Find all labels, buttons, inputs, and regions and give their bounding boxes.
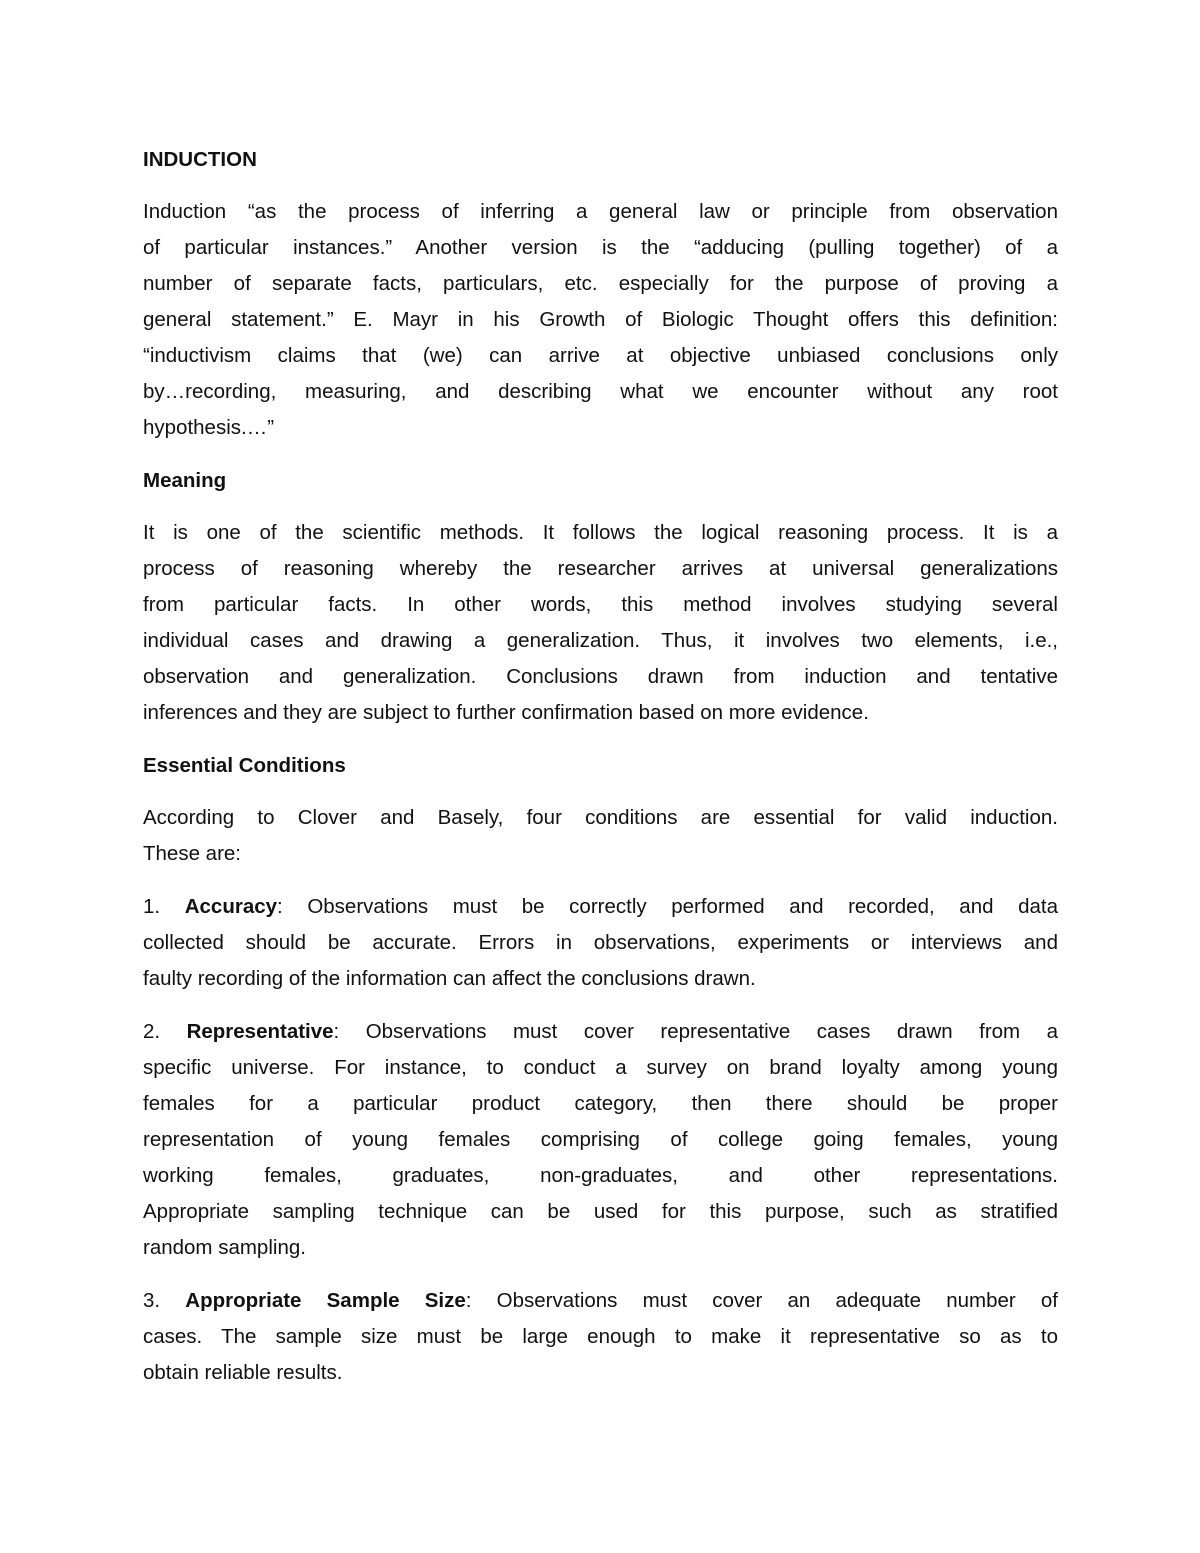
condition-item [143, 1014, 1058, 1266]
item-number: 2. [143, 1020, 187, 1043]
text-line: observation and generalization. Conclusions drawn from induction and tentative [143, 665, 1058, 688]
text-line [143, 1283, 1058, 1319]
paragraph [143, 194, 1058, 446]
condition-item [143, 1283, 1058, 1391]
text-line [143, 889, 1058, 925]
text-line: by…recording, measuring, and describing what we encounter without any root [143, 380, 1058, 403]
document-page [143, 142, 1058, 1408]
text-line: hypothesis.…” [143, 416, 275, 439]
text-line: obtain reliable results. [143, 1361, 343, 1384]
item-number: 1. [143, 895, 185, 918]
condition-term: Accuracy [184, 895, 278, 918]
condition-term: Appropriate Sample Size [185, 1289, 466, 1312]
text-line: Appropriate sampling technique can be used for this purpose, such as stratified [143, 1200, 1058, 1223]
paragraph [143, 800, 1058, 872]
text-line: process of reasoning whereby the researcher arrives at universal generalizations [143, 557, 1058, 580]
text-line: from particular facts. In other words, this method involves studying several [143, 593, 1058, 616]
text-line: of particular instances.” Another version is the “adducing (pulling together) of a [143, 236, 1058, 259]
text-line: specific universe. For instance, to conduct a survey on brand loyalty among young [143, 1056, 1058, 1079]
item-text: : Observations must cover representative cases drawn from a [333, 1020, 1058, 1043]
text-line: representation of young females comprising of college going females, young [143, 1128, 1058, 1151]
text-line: inferences and they are subject to further confirmation based on more evidence. [143, 701, 869, 724]
text-line: Induction “as the process of inferring a general law or principle from observation [143, 200, 1058, 223]
text-line: faulty recording of the information can affect the conclusions drawn. [143, 967, 756, 990]
text-line: individual cases and drawing a generalization. Thus, it involves two elements, i.e., [143, 629, 1058, 652]
item-number: 3. [143, 1289, 186, 1312]
paragraph [143, 515, 1058, 731]
text-line: According to Clover and Basely, four conditions are essential for valid induction. [143, 806, 1058, 829]
condition-term: Representative [186, 1020, 334, 1043]
text-line: collected should be accurate. Errors in observations, experiments or interviews and [143, 931, 1058, 954]
section-heading: Essential Conditions [143, 754, 346, 777]
text-line: random sampling. [143, 1236, 306, 1259]
text-line: working females, graduates, non-graduates, and other representations. [143, 1164, 1058, 1187]
text-line: general statement.” E. Mayr in his Growth of Biologic Thought offers this definition: [143, 308, 1058, 331]
condition-item [143, 889, 1058, 997]
item-text: : Observations must be correctly performed and recorded, and data [277, 895, 1058, 918]
text-line [143, 1014, 1058, 1050]
text-line: females for a particular product category, then there should be proper [143, 1092, 1058, 1115]
text-line: number of separate facts, particulars, etc. especially for the purpose of proving a [143, 272, 1058, 295]
section-heading: Meaning [143, 469, 227, 492]
text-line: It is one of the scientific methods. It follows the logical reasoning process. It is a [143, 521, 1058, 544]
section-heading: INDUCTION [143, 148, 257, 171]
text-line: cases. The sample size must be large enough to make it representative so as to [143, 1325, 1058, 1348]
text-line: “inductivism claims that (we) can arrive at objective unbiased conclusions only [143, 344, 1058, 367]
item-text: : Observations must cover an adequate number of [465, 1289, 1058, 1312]
text-line: These are: [143, 842, 241, 865]
